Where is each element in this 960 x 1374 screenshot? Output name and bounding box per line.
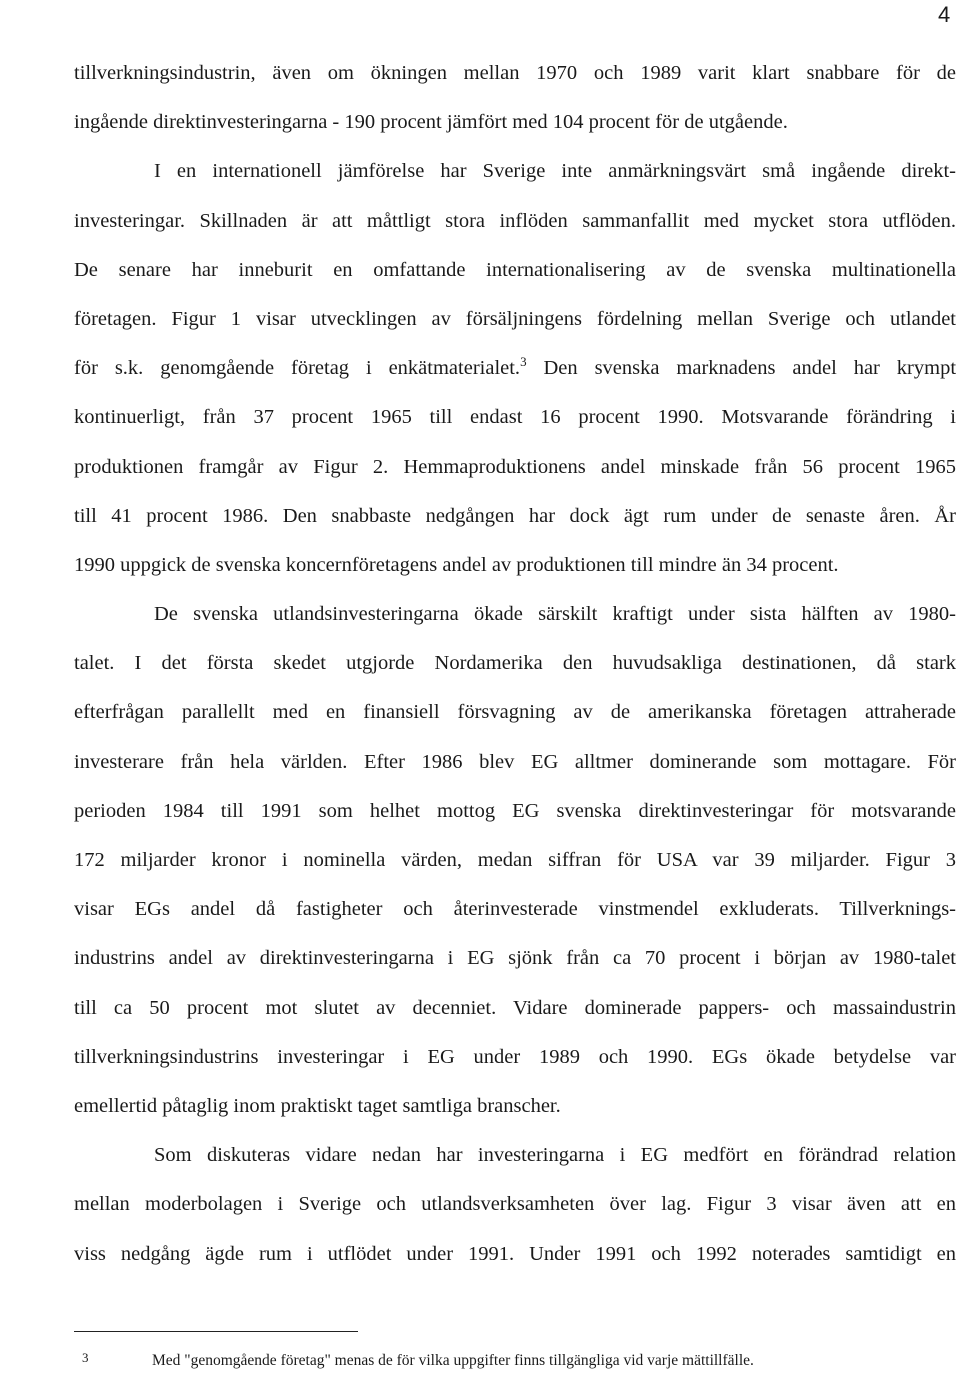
text-line: viss nedgång ägde rum i utflödet under 1991. Under 1991 och 1992 noterades samtidigt en: [74, 1242, 956, 1265]
text-line-with-footnote-ref: [74, 349, 956, 398]
text-line: emellertid påtaglig inom praktiskt taget samtliga branscher.: [74, 1094, 561, 1117]
text-line: mellan moderbolagen i Sverige och utlandsverksamheten över lag. Figur 3 visar även att en: [74, 1193, 956, 1216]
text-line: De senare har inneburit en omfattande internationalisering av de svenska multinationella: [74, 258, 956, 281]
text-segment: för s.k. genomgående företag i enkätmaterialet.: [74, 357, 521, 380]
footnote: [82, 1350, 942, 1370]
text-line: till 41 procent 1986. Den snabbaste nedgången har dock ägt rum under de senaste åren. År: [74, 504, 956, 527]
text-line: investeringar. Skillnaden är att måttligt stora inflöden sammanfallit med mycket stora utflöden.: [74, 209, 956, 232]
text-line: industrins andel av direktinvesteringarna i EG sjönk från ca 70 procent i början av 1980-talet: [74, 947, 956, 970]
text-line: produktionen framgår av Figur 2. Hemmaproduktionens andel minskade från 56 procent 1965: [74, 455, 956, 478]
text-line: talet. I det första skedet utgjorde Nordamerika den huvudsakliga destinationen, då stark: [74, 652, 956, 675]
text-line: De svenska utlandsinvesteringarna ökade särskilt kraftigt under sista hälften av 1980-: [154, 603, 956, 626]
text-line: 172 miljarder kronor i nominella värden, medan siffran för USA var 39 miljarder. Figur 3: [74, 849, 956, 871]
text-line: perioden 1984 till 1991 som helhet mottog EG svenska direktinvesteringar för motsvarande: [74, 799, 956, 822]
text-line: tillverkningsindustrin, även om ökningen mellan 1970 och 1989 varit klart snabbare för de: [74, 62, 956, 84]
text-line: ingående direktinvesteringarna - 190 procent jämfört med 104 procent för de utgående.: [74, 111, 788, 134]
text-line: kontinuerligt, från 37 procent 1965 till endast 16 procent 1990. Motsvarande förändring i: [74, 406, 956, 429]
text-line: efterfrågan parallellt med en finansiell försvagning av de amerikanska företagen attraherade: [74, 701, 956, 724]
text-line: 1990 uppgick de svenska koncernföretagens andel av produktionen till mindre än 34 procent.: [74, 553, 839, 576]
text-line: visar EGs andel då fastigheter och återinvesterade vinstmendel exkluderats. Tillverknings-: [74, 898, 956, 921]
page-number: 4: [938, 2, 951, 27]
text-line: I en internationell jämförelse har Sverige inte anmärkningsvärt små ingående direkt-: [154, 160, 956, 183]
footnote-reference[interactable]: 3: [520, 354, 527, 370]
footnote-separator: [74, 1331, 358, 1332]
text-line: tillverkningsindustrins investeringar i EG under 1989 och 1990. EGs ökade betydelse var: [74, 1045, 956, 1068]
text-line: Som diskuteras vidare nedan har investeringarna i EG medfört en förändrad relation: [154, 1144, 956, 1167]
body-text: [74, 54, 956, 1284]
text-line: företagen. Figur 1 visar utvecklingen av försäljningens fördelning mellan Sverige och utlandet: [74, 307, 956, 330]
text-segment: Den svenska marknadens andel har krympt: [543, 357, 957, 380]
footnote-text: Med "genomgående företag" menas de för vilka uppgifter finns tillgängliga vid varje mättillfälle.: [152, 1352, 754, 1369]
footnote-number: 3: [82, 1350, 89, 1365]
text-line: till ca 50 procent mot slutet av decenniet. Vidare dominerade pappers- och massaindustrin: [74, 996, 956, 1019]
text-line: investerare från hela världen. Efter 1986 blev EG alltmer dominerande som mottagare. För: [74, 750, 956, 773]
